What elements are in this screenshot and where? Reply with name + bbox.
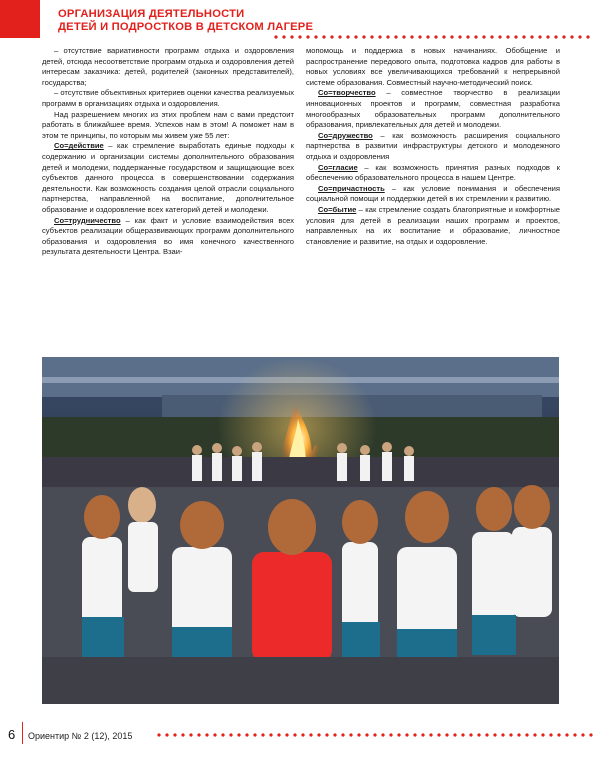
principle-keyword: Со=бытие — [318, 204, 357, 214]
paragraph: – отсутствие объективных критериев оценки качества реализуемых программ в организациях отдыха и оздоровления. — [42, 88, 294, 108]
section-header-line2: ДЕТЕЙ И ПОДРОСТКОВ В ДЕТСКОМ ЛАГЕРЕ — [58, 21, 314, 33]
principle-keyword: Со=трудничество — [54, 215, 121, 225]
principle-text: – как возможность принятия разных подходов к обеспечению образовательного процесса в нашем Центре. — [306, 162, 560, 183]
footer-divider — [22, 722, 23, 744]
paragraph — [42, 216, 294, 258]
text-column-right — [306, 46, 560, 247]
principle-keyword: Со=причастность — [318, 183, 385, 193]
journal-issue: Ориентир № 2 (12), 2015 — [28, 731, 133, 741]
page-number: 6 — [8, 727, 16, 742]
paragraph: Над разрешением многих из этих проблем нам с вами предстоит работать в ближайшее время. Успехов нам в этом! А поможет нам в этом те принципы, по которым мы живем уже 55 лет: — [42, 109, 294, 140]
header-dotted-rule — [272, 35, 594, 39]
paragraph: – отсутствие вариативности программ отдыха и оздоровления детей, отсюда несоответствие программ отдыха и оздоровления детей интересам заказчика: детей, родителей (законных представителей), государства; — [42, 46, 294, 87]
principle-text: – как условие понимания и обеспечения социальной помощи и поддержки детей в их стремлении к развитию. — [306, 183, 560, 204]
text-column-left — [42, 46, 294, 258]
paragraph — [306, 205, 560, 247]
paragraph — [306, 184, 560, 205]
campfire-photo-illustration — [42, 357, 559, 704]
principle-keyword: Со=творчество — [318, 88, 376, 98]
principle-keyword: Со=дружество — [318, 130, 373, 140]
principle-text: – как стремление создать благоприятные и комфортные условия для детей в реализации наших программ и проектов, направленных на их воспитание и образование, личностное становление и развитие, на отдых и оздоровление. — [306, 204, 560, 246]
principle-keyword: Со=действие — [54, 141, 104, 151]
paragraph — [42, 141, 294, 215]
paragraph: мопомощь и поддержка в новых начинаниях. Обобщение и распространение передового опыта, подготовка кадров для работы в новых условиях все увеличивающихся требований к непрерывной системе образования. Совместный научно-методический поиск. — [306, 46, 560, 87]
principle-text: – как возможность расширения социального партнерства в развитии инфраструктуры детского и молодежного отдыха и оздоровления — [306, 130, 560, 161]
principle-text: – как стремление выработать единые подходы к содержанию и организации системы дополнительного образования детей и молодежи, поддержанные государством и защищающие всех субъектов данного процесса в совершенствовании содержания деятельности. Как возможность создания целой отрасли социального партнерства, направленной на воспитание, дополнительное образование и оздоровление всех категорий детей и молодежи. — [42, 141, 294, 214]
section-header-line1: ОРГАНИЗАЦИЯ ДЕЯТЕЛЬНОСТИ — [58, 8, 245, 20]
paragraph — [306, 88, 560, 130]
paragraph — [306, 163, 560, 184]
campfire-photo — [42, 357, 559, 704]
section-header — [58, 8, 313, 34]
principle-text: – совместное творчество в реализации инновационных проектов и программ, совместная разработка многообразных образовательных программ дополнительного образования, привлекательных для детей и молодежи. — [306, 88, 560, 130]
principle-text: – как факт и условие взаимодействия всех субъектов реализации общеразвивающих программ дополнительного образования и оздоровления во имя конечного качественного результата деятельности Центра. Взаи- — [42, 215, 294, 257]
footer-dotted-rule — [155, 733, 595, 737]
header-red-tab — [0, 0, 40, 38]
paragraph — [306, 131, 560, 163]
principle-keyword: Со=гласие — [318, 162, 358, 172]
